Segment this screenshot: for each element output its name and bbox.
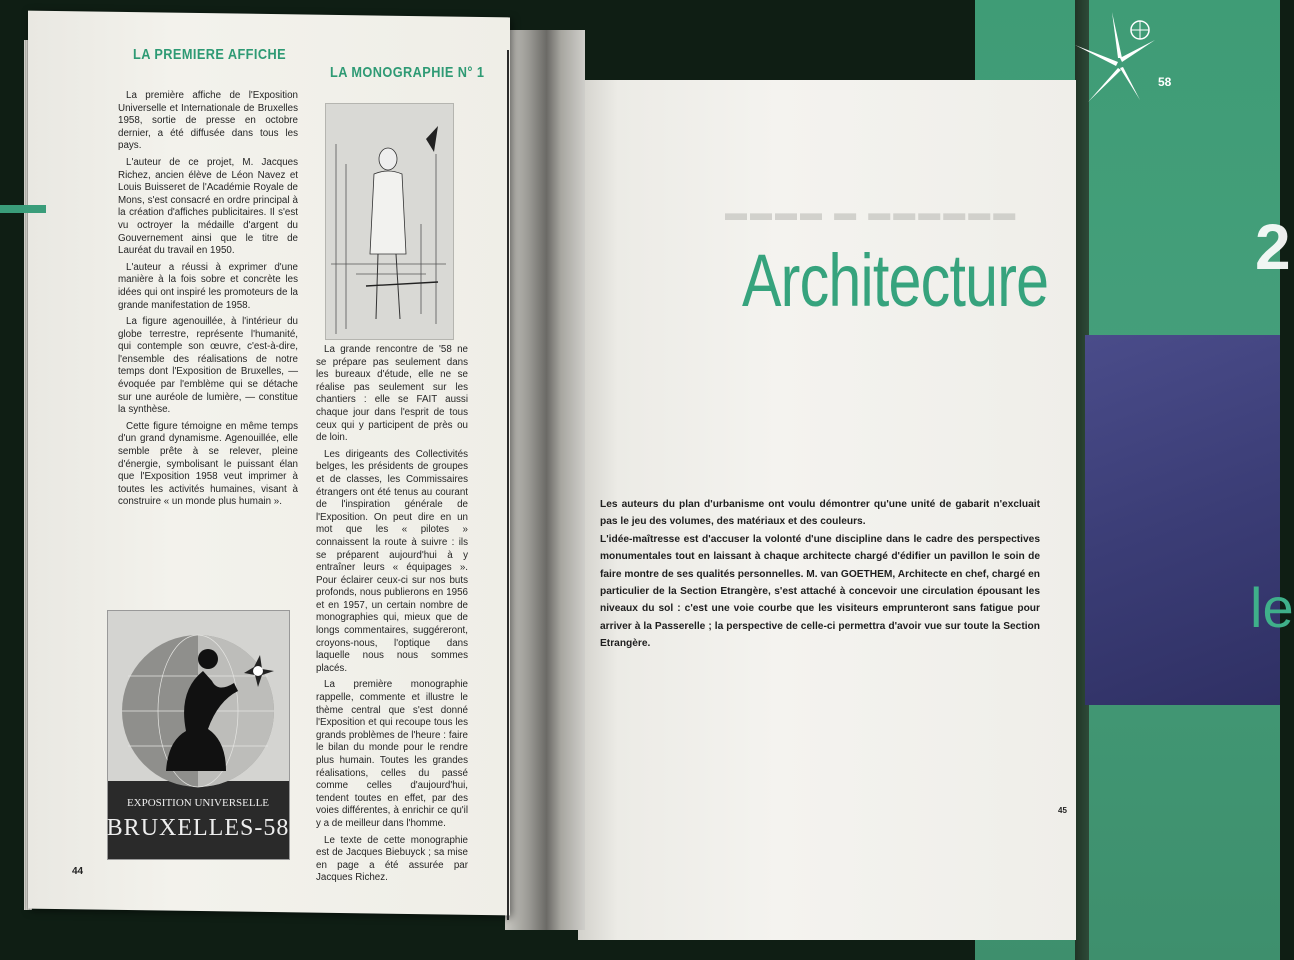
page-rule xyxy=(507,50,509,920)
poster-line-2: BRUXELLES-58 xyxy=(106,815,290,841)
architecture-paragraph: L'idée-maîtresse est d'accuser la volonté d'une discipline dans le cadre des perspectives monumentales tout en laissant à chaque architecte chargé d'édifier un pavillon le soin de faire montre de ses qualités personnelles. M. van GOETHEM, Architecte en chef, chargé en particulier de la Section Etrangère, s'est attaché à concevoir une circulation épousant les niveaux du sol : c'est une voie courbe que les visiteurs emprunteront sans fatigue pour arriver à la Passerelle ; la perspective de celle-ci permettra d'avoir vue sur toute la Section Etrangère. xyxy=(600,533,1040,650)
poster-line-1: EXPOSITION UNIVERSELLE xyxy=(126,797,270,809)
page-number-left: 44 xyxy=(72,866,84,877)
affiche-paragraph: L'auteur de ce projet, M. Jacques Richez, ancien élève de Léon Navez et Louis Buisseret de l'Académie Royale de Mons, s'est consacré en ordre principal à la création d'affiches publicitaires. Il s'est vu octroyer la médaille d'argent du Gouvernement ainsi que le titre de Lauréat du travail en 1950. xyxy=(118,156,298,257)
heading-monographie: LA MONOGRAPHIE N° 1 xyxy=(330,64,485,81)
affiche-paragraph: Cette figure témoigne en même temps d'un grand dynamisme. Agenouillée, elle semble prête à se relever, pleine d'énergie, symbolisant le puissant élan que l'Exposition 1958 veut imprimer à toutes les activités humaines, visant à construire « un monde plus humain ». xyxy=(118,420,298,508)
kneeling-figure-globe-illustration xyxy=(108,611,289,859)
expo-star-emblem-icon xyxy=(1060,10,1210,110)
heading-premiere-affiche: LA PREMIERE AFFICHE xyxy=(133,46,287,63)
affiche-column xyxy=(118,90,298,513)
affiche-paragraph: La figure agenouillée, à l'intérieur du globe terrestre, représente l'humanité, qui contemple son œuvre, c'est-à-dire, l'ensemble des réalisations de notre temps dont l'Exposition de Bruxelles, — évoquée par l'emblème qui se détache sur une auréole de lumière, — constitue la synthèse. xyxy=(118,316,298,416)
monographie-paragraph: La première monographie rappelle, commente et illustre le thème central que s'est donné l'Exposition et qui recoupe tous les grands problèmes de l'heure : faire le bilan du monde pour le rendre plus humain. Toutes les grandes réalisations, celles du passé comme celles d'aujourd'hui, tendent toutes en effet, par des voies différentes, à enrichir ce qu'il y a de meilleur dans l'homme. xyxy=(316,679,468,829)
standing-figure-illustration xyxy=(326,104,453,339)
monographie-paragraph: Le texte de cette monographie est de Jacques Biebuyck ; sa mise en page a été assurée par Jacques Richez. xyxy=(316,834,468,884)
architecture-title: Architecture xyxy=(742,239,1049,322)
page-number-right: 45 xyxy=(1058,806,1067,815)
architecture-text xyxy=(600,496,1040,653)
monographie-illustration xyxy=(325,103,454,340)
affiche-paragraph: La première affiche de l'Exposition Universelle et Internationale de Bruxelles 1958, sortie de presse en octobre dernier, a été diffusée dans tous les pays. xyxy=(118,90,298,152)
monographie-paragraph: La grande rencontre de '58 ne se prépare pas seulement dans les bureaux d'étude, elle ne se réalise pas seulement sur les chantiers : elle se FAIT aussi chaque jour dans l'esprit de tous ceux qui y participent de près ou de loin. xyxy=(316,344,468,444)
cover-text-fragment: le xyxy=(1250,576,1294,639)
monographie-column xyxy=(316,344,468,889)
affiche-paragraph: L'auteur a réussi à exprimer d'une manière à la fois sobre et concrète les idées qui ont inspiré les promoteurs de la grande manifestation de 1958. xyxy=(118,261,298,311)
cover-badge: 58 xyxy=(1158,75,1172,89)
cover-digit: 2 xyxy=(1255,211,1291,283)
bookmark-tab xyxy=(0,205,46,213)
purple-cover-panel xyxy=(1085,335,1280,705)
show-through-text: ▬▬▬▬ ▬ ▬▬▬▬▬▬ xyxy=(725,200,1019,225)
book-gutter xyxy=(505,30,585,930)
expo-poster xyxy=(107,610,290,860)
architecture-paragraph: Les auteurs du plan d'urbanisme ont voulu démontrer qu'une unité de gabarit n'excluait pas le jeu des volumes, des matériaux et des couleurs. xyxy=(600,499,1040,528)
monographie-paragraph: Les dirigeants des Collectivités belges, les présidents de groupes et de classes, les Commissaires étrangers ont été tenus au courant de l'inspiration générale de l'Exposition. On peut dire en un mot que les « pilotes » connaissent la route à suivre : ils se préparent aujourd'hui à y entraîner leurs « équipages ». Pour éclairer ceux-ci sur nos buts profonds, nous publierons en 1956 et en 1957, un certain nombre de monographies qui, mieux que de longs commentaires, suggéreront, croyons-nous, l'optique dans laquelle nous nous sommes placés. xyxy=(316,448,468,674)
